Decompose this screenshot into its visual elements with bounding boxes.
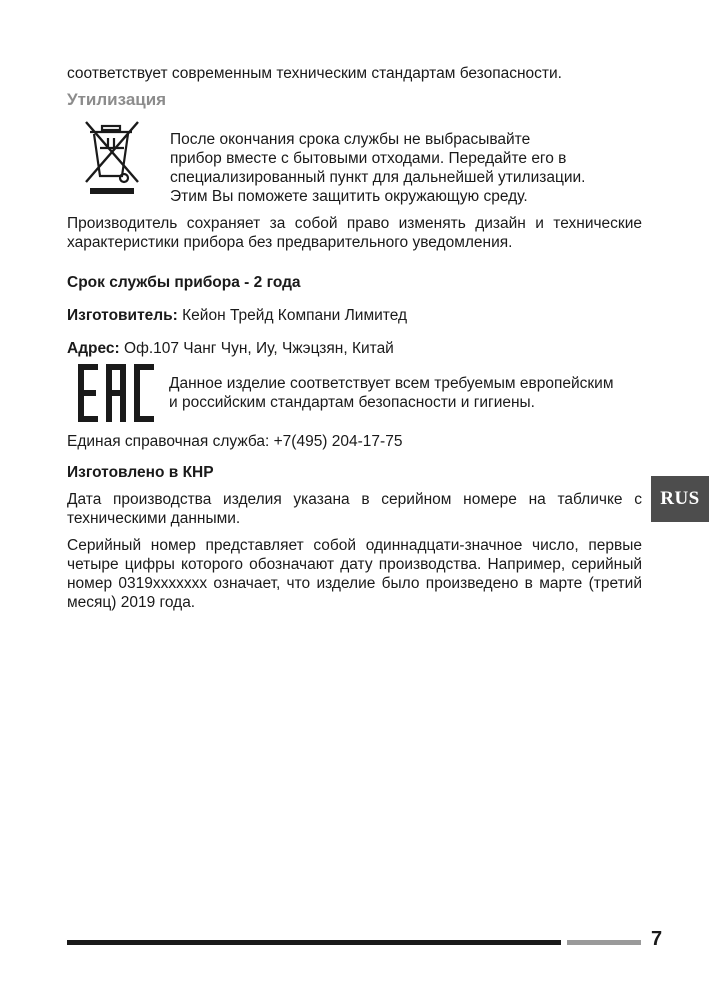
address-line (67, 339, 394, 358)
service-life: Срок службы прибора - 2 года (67, 274, 301, 291)
top-line: соответствует современным техническим стандартам безопасности. (67, 65, 562, 82)
eac-text (169, 374, 614, 412)
footer-rule-gray (567, 940, 641, 945)
disposal-text (170, 130, 585, 206)
maker-line (67, 306, 407, 325)
made-in: Изготовлено в КНР (67, 464, 214, 481)
eac-line: Данное изделие соответствует всем требуемым европейским (169, 375, 614, 392)
disposal-line: Этим Вы поможете защитить окружающую среду. (170, 188, 528, 205)
serial-info: Серийный номер представляет собой одиннадцати-значное число, первые четыре цифры которого обозначают дату производства. Например, серийный номер 0319xxxxxxx означает, что изделие было произведено в марте (третий месяц) 2019 года. (67, 537, 642, 611)
page-number: 7 (651, 928, 663, 950)
disposal-line: После окончания срока службы не выбрасывайте (170, 131, 531, 148)
address-value: Оф.107 Чанг Чун, Иу, Чжэцзян, Китай (119, 340, 394, 357)
helpline: Единая справочная служба: +7(495) 204-17-75 (67, 433, 403, 450)
disposal-line: специализированный пункт для дальнейшей утилизации. (170, 169, 586, 186)
manufacturer-rights: Производитель сохраняет за собой право изменять дизайн и технические характеристики прибора без предварительного уведомления. (67, 215, 642, 251)
crossed-bin-icon (78, 118, 148, 196)
maker-label: Изготовитель: (67, 307, 178, 324)
language-tab: RUS (651, 476, 709, 522)
disposal-heading: Утилизация (67, 90, 167, 109)
production-date: Дата производства изделия указана в серийном номере на табличке с техническими данными. (67, 491, 642, 527)
eac-line: и российским стандартам безопасности и гигиены. (169, 394, 535, 411)
eac-logo (78, 364, 154, 422)
footer-rule-dark (67, 940, 561, 945)
address-label: Адрес: (67, 340, 120, 357)
disposal-line: прибор вместе с бытовыми отходами. Передайте его в (170, 150, 567, 167)
maker-value: Кейон Трейд Компани Лимитед (177, 307, 408, 324)
